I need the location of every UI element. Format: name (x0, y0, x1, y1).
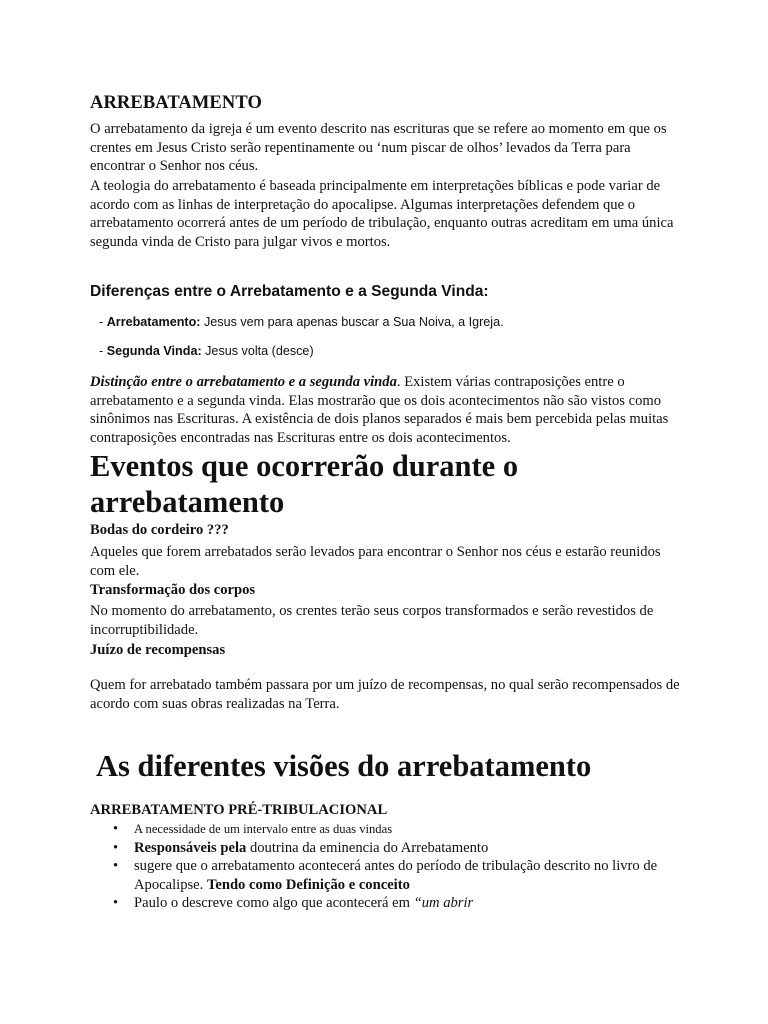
item-text: Jesus vem para apenas buscar a Sua Noiva, a Igreja. (200, 315, 504, 329)
list-item-text: Paulo o descreve como algo que acontecerá em (134, 895, 414, 912)
page-title: ARREBATAMENTO (90, 93, 262, 113)
difference-item-second-coming (99, 344, 694, 358)
distinction-text: . Existem várias contraposições entre o arrebatamento e a segunda vinda. Elas mostrarão que os dois acontecimentos não são vistos como sinônimos nas Escrituras. A existência de dois planos separados é mais bem percebida pelas muitas contraposições encontradas nas Escrituras entre os dois acontecimentos. (90, 374, 669, 446)
bullet-icon: • (113, 839, 119, 856)
event-title-bodas: Bodas do cordeiro ??? (90, 522, 229, 538)
pretrib-list (90, 820, 685, 913)
bullet-icon: • (113, 858, 119, 875)
item-label: Arrebatamento: (106, 315, 201, 329)
difference-item-rapture (99, 315, 694, 329)
event-title-juizo: Juízo de recompensas (90, 642, 226, 658)
list-item-emphasis: “um abrir (413, 895, 474, 912)
event-text-juizo: Quem for arrebatado também passara por um juízo de recompensas, no qual serão recompensados de acordo com suas obras realizadas na Terra. (90, 677, 680, 712)
bullet-icon: • (113, 895, 119, 912)
item-label: Segunda Vinda: (106, 344, 202, 358)
event-text-bodas: Aqueles que forem arrebatados serão levados para encontrar o Senhor nos céus e estarão reunidos com ele. (90, 544, 661, 579)
list-item-bold: Responsáveis pela (134, 839, 247, 856)
distinction-paragraph (90, 373, 685, 447)
item-text: Jesus volta (desce) (201, 344, 314, 358)
list-item (90, 857, 685, 894)
list-item (90, 839, 685, 858)
intro-paragraph-1: O arrebatamento da igreja é um evento descrito nas escrituras que se refere ao momento em que os crentes em Jesus Cristo serão repentinamente ou ‘num piscar de olhos’ levados da Terra para encontrar o Senhor nos céus. (90, 121, 667, 175)
event-title-transformacao: Transformação dos corpos (90, 582, 256, 598)
item-prefix: - (99, 315, 107, 329)
event-text-transformacao: No momento do arrebatamento, os crentes terão seus corpos transformados e serão revestidos de incorruptibilidade. (90, 603, 654, 638)
list-item-text: doutrina da eminencia do Arrebatamento (246, 839, 489, 856)
item-prefix: - (99, 344, 107, 358)
list-item-text: sugere que o arrebatamento acontecerá antes do período de tribulação descrito no livro de Apocalipse. (134, 858, 658, 893)
intro-paragraph-2: A teologia do arrebatamento é baseada principalmente em interpretações bíblicas e pode variar de acordo com as linhas de interpretação do apocalipse. Algumas interpretações defendem que o arrebatamento ocorrerá antes de um período de tribulação, enquanto outras acreditam em uma única segunda vinda de Cristo para julgar vivos e mortos. (90, 178, 674, 250)
views-heading: As diferentes visões do arrebatamento (96, 749, 592, 783)
distinction-emphasis: Distinção entre o arrebatamento e a segunda vinda (90, 374, 397, 390)
list-item-text: A necessidade de um intervalo entre as duas vindas (134, 822, 393, 836)
list-item (90, 894, 685, 913)
events-heading: Eventos que ocorrerão durante o arrebatamento (90, 449, 519, 519)
list-item-bold: Tendo como Definição e conceito (206, 876, 410, 893)
views-subheading: ARREBATAMENTO PRÉ-TRIBULACIONAL (90, 802, 388, 818)
list-item (90, 820, 685, 839)
bullet-icon: • (113, 821, 119, 837)
differences-heading: Diferenças entre o Arrebatamento e a Segunda Vinda: (90, 283, 489, 300)
